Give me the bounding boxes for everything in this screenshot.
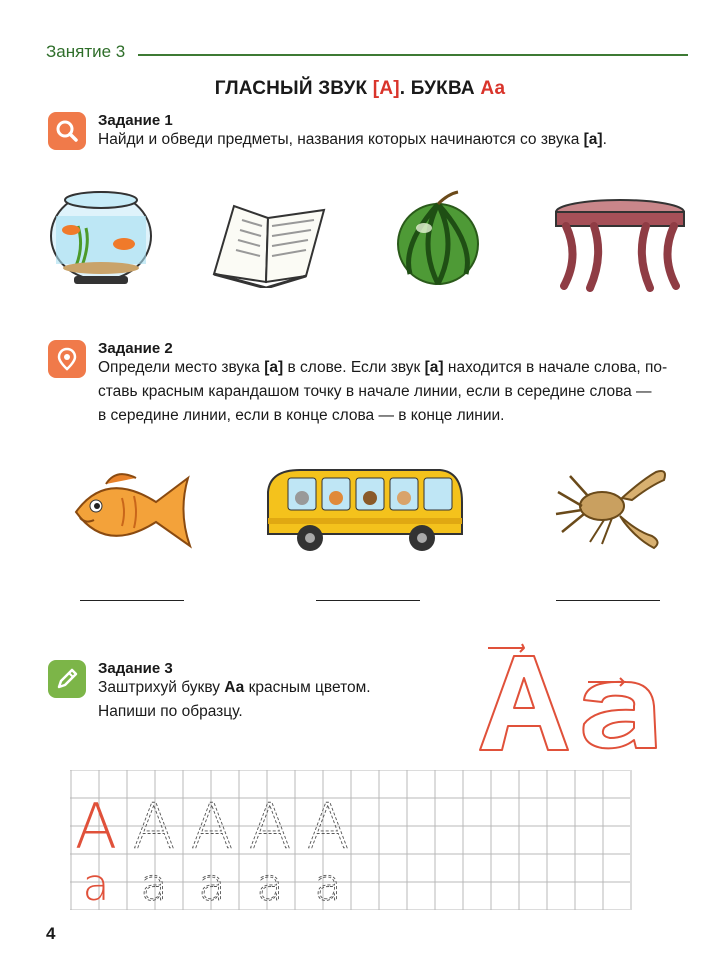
task1-sound: [а]	[583, 131, 603, 148]
answer-line-crayfish[interactable]	[556, 600, 660, 601]
title-text-a: ГЛАСНЫЙ ЗВУК	[214, 78, 373, 99]
task3-l1c: красным цветом.	[244, 679, 371, 696]
sample-letter-lower-2: а	[140, 860, 168, 910]
sample-letter-upper-4: А	[248, 790, 292, 863]
page-title	[0, 78, 720, 100]
location-pin-icon	[48, 340, 86, 378]
title-sound: [А]	[372, 78, 400, 99]
lesson-label: Занятие 3	[46, 42, 126, 61]
sample-letter-lower-4: а	[256, 860, 284, 910]
writing-grid[interactable]	[70, 770, 652, 910]
watermelon-picture	[388, 188, 488, 288]
answer-line-bus[interactable]	[316, 600, 420, 601]
task1-text	[98, 128, 607, 152]
task2-line3: в середине линии, если в конце слова — в конце линии.	[98, 407, 505, 424]
task3-l1a: Заштрихуй букву	[98, 679, 225, 696]
task1-heading: Задание 1	[98, 112, 173, 129]
task2-l1-sound2: [а]	[424, 359, 444, 376]
task2-l1c: находится в начале слова, по-	[443, 359, 668, 376]
stool-picture	[550, 196, 690, 292]
sample-letter-lower-3: а	[198, 860, 226, 910]
bus-picture	[260, 462, 470, 558]
pencil-icon	[48, 660, 86, 698]
header-divider	[138, 54, 688, 56]
aquarium-picture	[46, 186, 156, 288]
task1-text-a: Найди и обведи предметы, названия которых начинаются со звука	[98, 131, 584, 148]
book-picture	[206, 196, 330, 288]
sample-letter-upper-1: А	[74, 790, 118, 863]
sample-letter-lower-5: а	[314, 860, 342, 910]
fish-picture	[66, 462, 196, 558]
search-icon	[48, 112, 86, 150]
task1-text-b: .	[602, 131, 607, 148]
task2-line1	[98, 356, 667, 380]
sample-letter-lower-1: а	[82, 860, 110, 910]
outline-letters-aa[interactable]	[476, 642, 676, 756]
task3-heading: Задание 3	[98, 660, 173, 677]
task2-l1-sound: [а]	[264, 359, 284, 376]
task2-l1a: Определи место звука	[98, 359, 265, 376]
task3-line1	[98, 676, 371, 700]
title-text-b: . БУКВА	[399, 78, 481, 99]
sample-letter-upper-2: А	[132, 790, 176, 863]
task2-line2: ставь красным карандашом точку в начале линии, если в середине слова —	[98, 383, 652, 400]
task3-line2: Напиши по образцу.	[98, 703, 243, 720]
page-number: 4	[46, 924, 56, 943]
sample-letter-upper-5: А	[306, 790, 350, 863]
task2-l1b: в слове. Если звук	[283, 359, 425, 376]
crayfish-picture	[552, 456, 672, 556]
title-letter: Аа	[480, 78, 506, 99]
sample-letter-upper-3: А	[190, 790, 234, 863]
task3-letter: Аа	[224, 679, 245, 696]
answer-line-fish[interactable]	[80, 600, 184, 601]
task2-heading: Задание 2	[98, 340, 173, 357]
